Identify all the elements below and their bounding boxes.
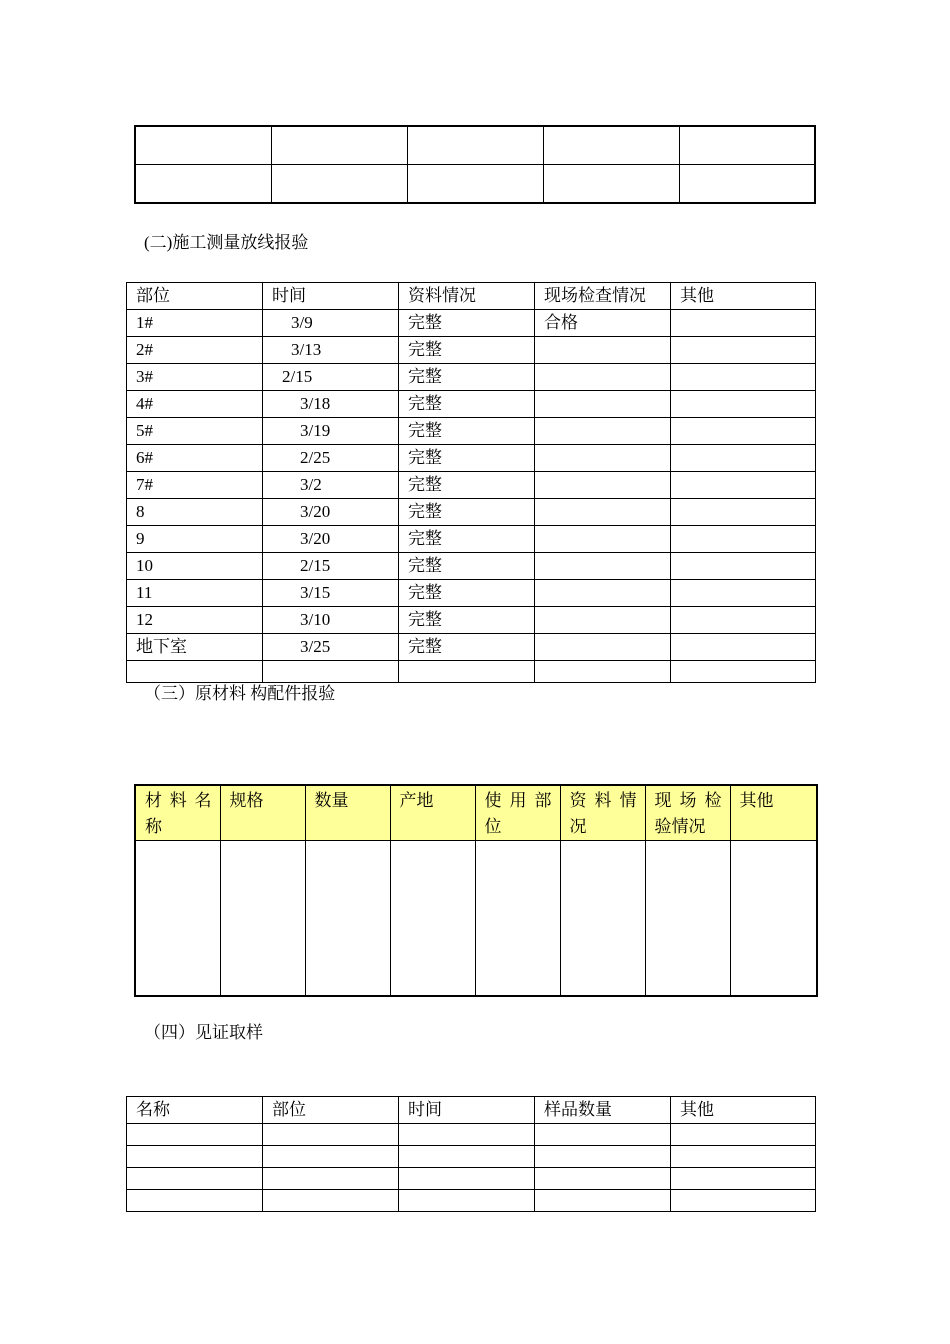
materials-inspection-table — [134, 784, 818, 997]
header-cell: 其他 — [730, 785, 817, 841]
header-cell: 名称 — [127, 1097, 263, 1124]
header-cell: 时间 — [399, 1097, 535, 1124]
time-cell: 3/20 — [263, 526, 399, 553]
location-cell: 12 — [127, 607, 263, 634]
table-header-row — [127, 283, 816, 310]
other-cell — [671, 445, 816, 472]
docs-cell: 完整 — [399, 391, 535, 418]
header-cell: 资 料 情 况 — [560, 785, 645, 841]
section-title-survey: (二)施工测量放线报验 — [144, 233, 309, 252]
table-header-row — [127, 1097, 816, 1124]
site-check-cell — [535, 472, 671, 499]
site-check-cell — [535, 499, 671, 526]
table-row — [127, 1190, 816, 1212]
other-cell — [671, 607, 816, 634]
table-row — [127, 526, 816, 553]
header-cell: 规格 — [220, 785, 305, 841]
site-check-cell — [535, 526, 671, 553]
table-row — [127, 1146, 816, 1168]
survey-inspection-table — [126, 282, 816, 683]
docs-cell: 完整 — [399, 445, 535, 472]
site-check-cell — [535, 661, 671, 683]
docs-cell: 完整 — [399, 607, 535, 634]
other-cell — [671, 553, 816, 580]
table-row — [127, 364, 816, 391]
witness-sampling-table — [126, 1096, 816, 1212]
table-row — [127, 472, 816, 499]
other-cell — [671, 634, 816, 661]
time-cell — [263, 661, 399, 683]
time-cell: 3/13 — [263, 337, 399, 364]
time-cell: 3/25 — [263, 634, 399, 661]
site-check-cell — [535, 553, 671, 580]
other-cell — [671, 580, 816, 607]
table-row — [135, 126, 815, 165]
time-cell: 3/18 — [263, 391, 399, 418]
location-cell: 3# — [127, 364, 263, 391]
site-check-cell — [535, 418, 671, 445]
table-row — [127, 661, 816, 683]
docs-cell: 完整 — [399, 364, 535, 391]
location-cell: 9 — [127, 526, 263, 553]
header-cell: 使 用 部 位 — [475, 785, 560, 841]
other-cell — [671, 337, 816, 364]
location-cell: 6# — [127, 445, 263, 472]
time-cell: 3/9 — [263, 310, 399, 337]
other-cell — [671, 472, 816, 499]
time-cell: 2/15 — [263, 364, 399, 391]
location-cell: 5# — [127, 418, 263, 445]
site-check-cell — [535, 634, 671, 661]
site-check-cell — [535, 607, 671, 634]
location-cell: 2# — [127, 337, 263, 364]
site-check-cell — [535, 364, 671, 391]
other-cell — [671, 418, 816, 445]
header-cell: 数量 — [305, 785, 390, 841]
section-title-witness-sampling: （四）见证取样 — [144, 1023, 263, 1042]
table-row — [135, 165, 815, 204]
time-cell: 2/15 — [263, 553, 399, 580]
table-row — [127, 418, 816, 445]
table-row — [127, 337, 816, 364]
docs-cell: 完整 — [399, 580, 535, 607]
table-row — [127, 580, 816, 607]
time-cell: 3/10 — [263, 607, 399, 634]
table-header-row — [135, 785, 817, 841]
header-cell: 样品数量 — [535, 1097, 671, 1124]
docs-cell: 完整 — [399, 418, 535, 445]
site-check-cell — [535, 580, 671, 607]
site-check-cell — [535, 337, 671, 364]
header-cell: 其他 — [671, 1097, 816, 1124]
location-cell: 4# — [127, 391, 263, 418]
other-cell — [671, 310, 816, 337]
docs-cell: 完整 — [399, 526, 535, 553]
docs-cell: 完整 — [399, 472, 535, 499]
table-row — [127, 391, 816, 418]
table-row — [127, 553, 816, 580]
time-cell: 3/2 — [263, 472, 399, 499]
location-cell: 1# — [127, 310, 263, 337]
docs-cell: 完整 — [399, 310, 535, 337]
header-cell: 资料情况 — [399, 283, 535, 310]
site-check-cell: 合格 — [535, 310, 671, 337]
header-cell: 部位 — [263, 1097, 399, 1124]
table-row — [127, 499, 816, 526]
other-cell — [671, 391, 816, 418]
docs-cell — [399, 661, 535, 683]
header-cell: 时间 — [263, 283, 399, 310]
location-cell: 10 — [127, 553, 263, 580]
table-row — [127, 445, 816, 472]
other-cell — [671, 364, 816, 391]
location-cell: 11 — [127, 580, 263, 607]
header-cell: 现场检查情况 — [535, 283, 671, 310]
site-check-cell — [535, 391, 671, 418]
other-cell — [671, 661, 816, 683]
table-row — [135, 841, 817, 997]
table-row — [127, 634, 816, 661]
header-cell: 产地 — [390, 785, 475, 841]
other-cell — [671, 499, 816, 526]
time-cell: 2/25 — [263, 445, 399, 472]
docs-cell: 完整 — [399, 553, 535, 580]
section-title-materials: （三）原材料 构配件报验 — [144, 684, 336, 703]
header-cell: 现 场 检 验情况 — [645, 785, 730, 841]
time-cell: 3/15 — [263, 580, 399, 607]
other-cell — [671, 526, 816, 553]
location-cell: 7# — [127, 472, 263, 499]
location-cell: 地下室 — [127, 634, 263, 661]
site-check-cell — [535, 445, 671, 472]
docs-cell: 完整 — [399, 499, 535, 526]
table-row — [127, 1168, 816, 1190]
location-cell — [127, 661, 263, 683]
header-cell: 材 料 名 称 — [135, 785, 220, 841]
location-cell: 8 — [127, 499, 263, 526]
docs-cell: 完整 — [399, 634, 535, 661]
header-cell: 部位 — [127, 283, 263, 310]
time-cell: 3/19 — [263, 418, 399, 445]
header-cell: 其他 — [671, 283, 816, 310]
time-cell: 3/20 — [263, 499, 399, 526]
table-row — [127, 310, 816, 337]
continued-empty-table — [134, 125, 816, 204]
table-row — [127, 607, 816, 634]
table-row — [127, 1124, 816, 1146]
docs-cell: 完整 — [399, 337, 535, 364]
